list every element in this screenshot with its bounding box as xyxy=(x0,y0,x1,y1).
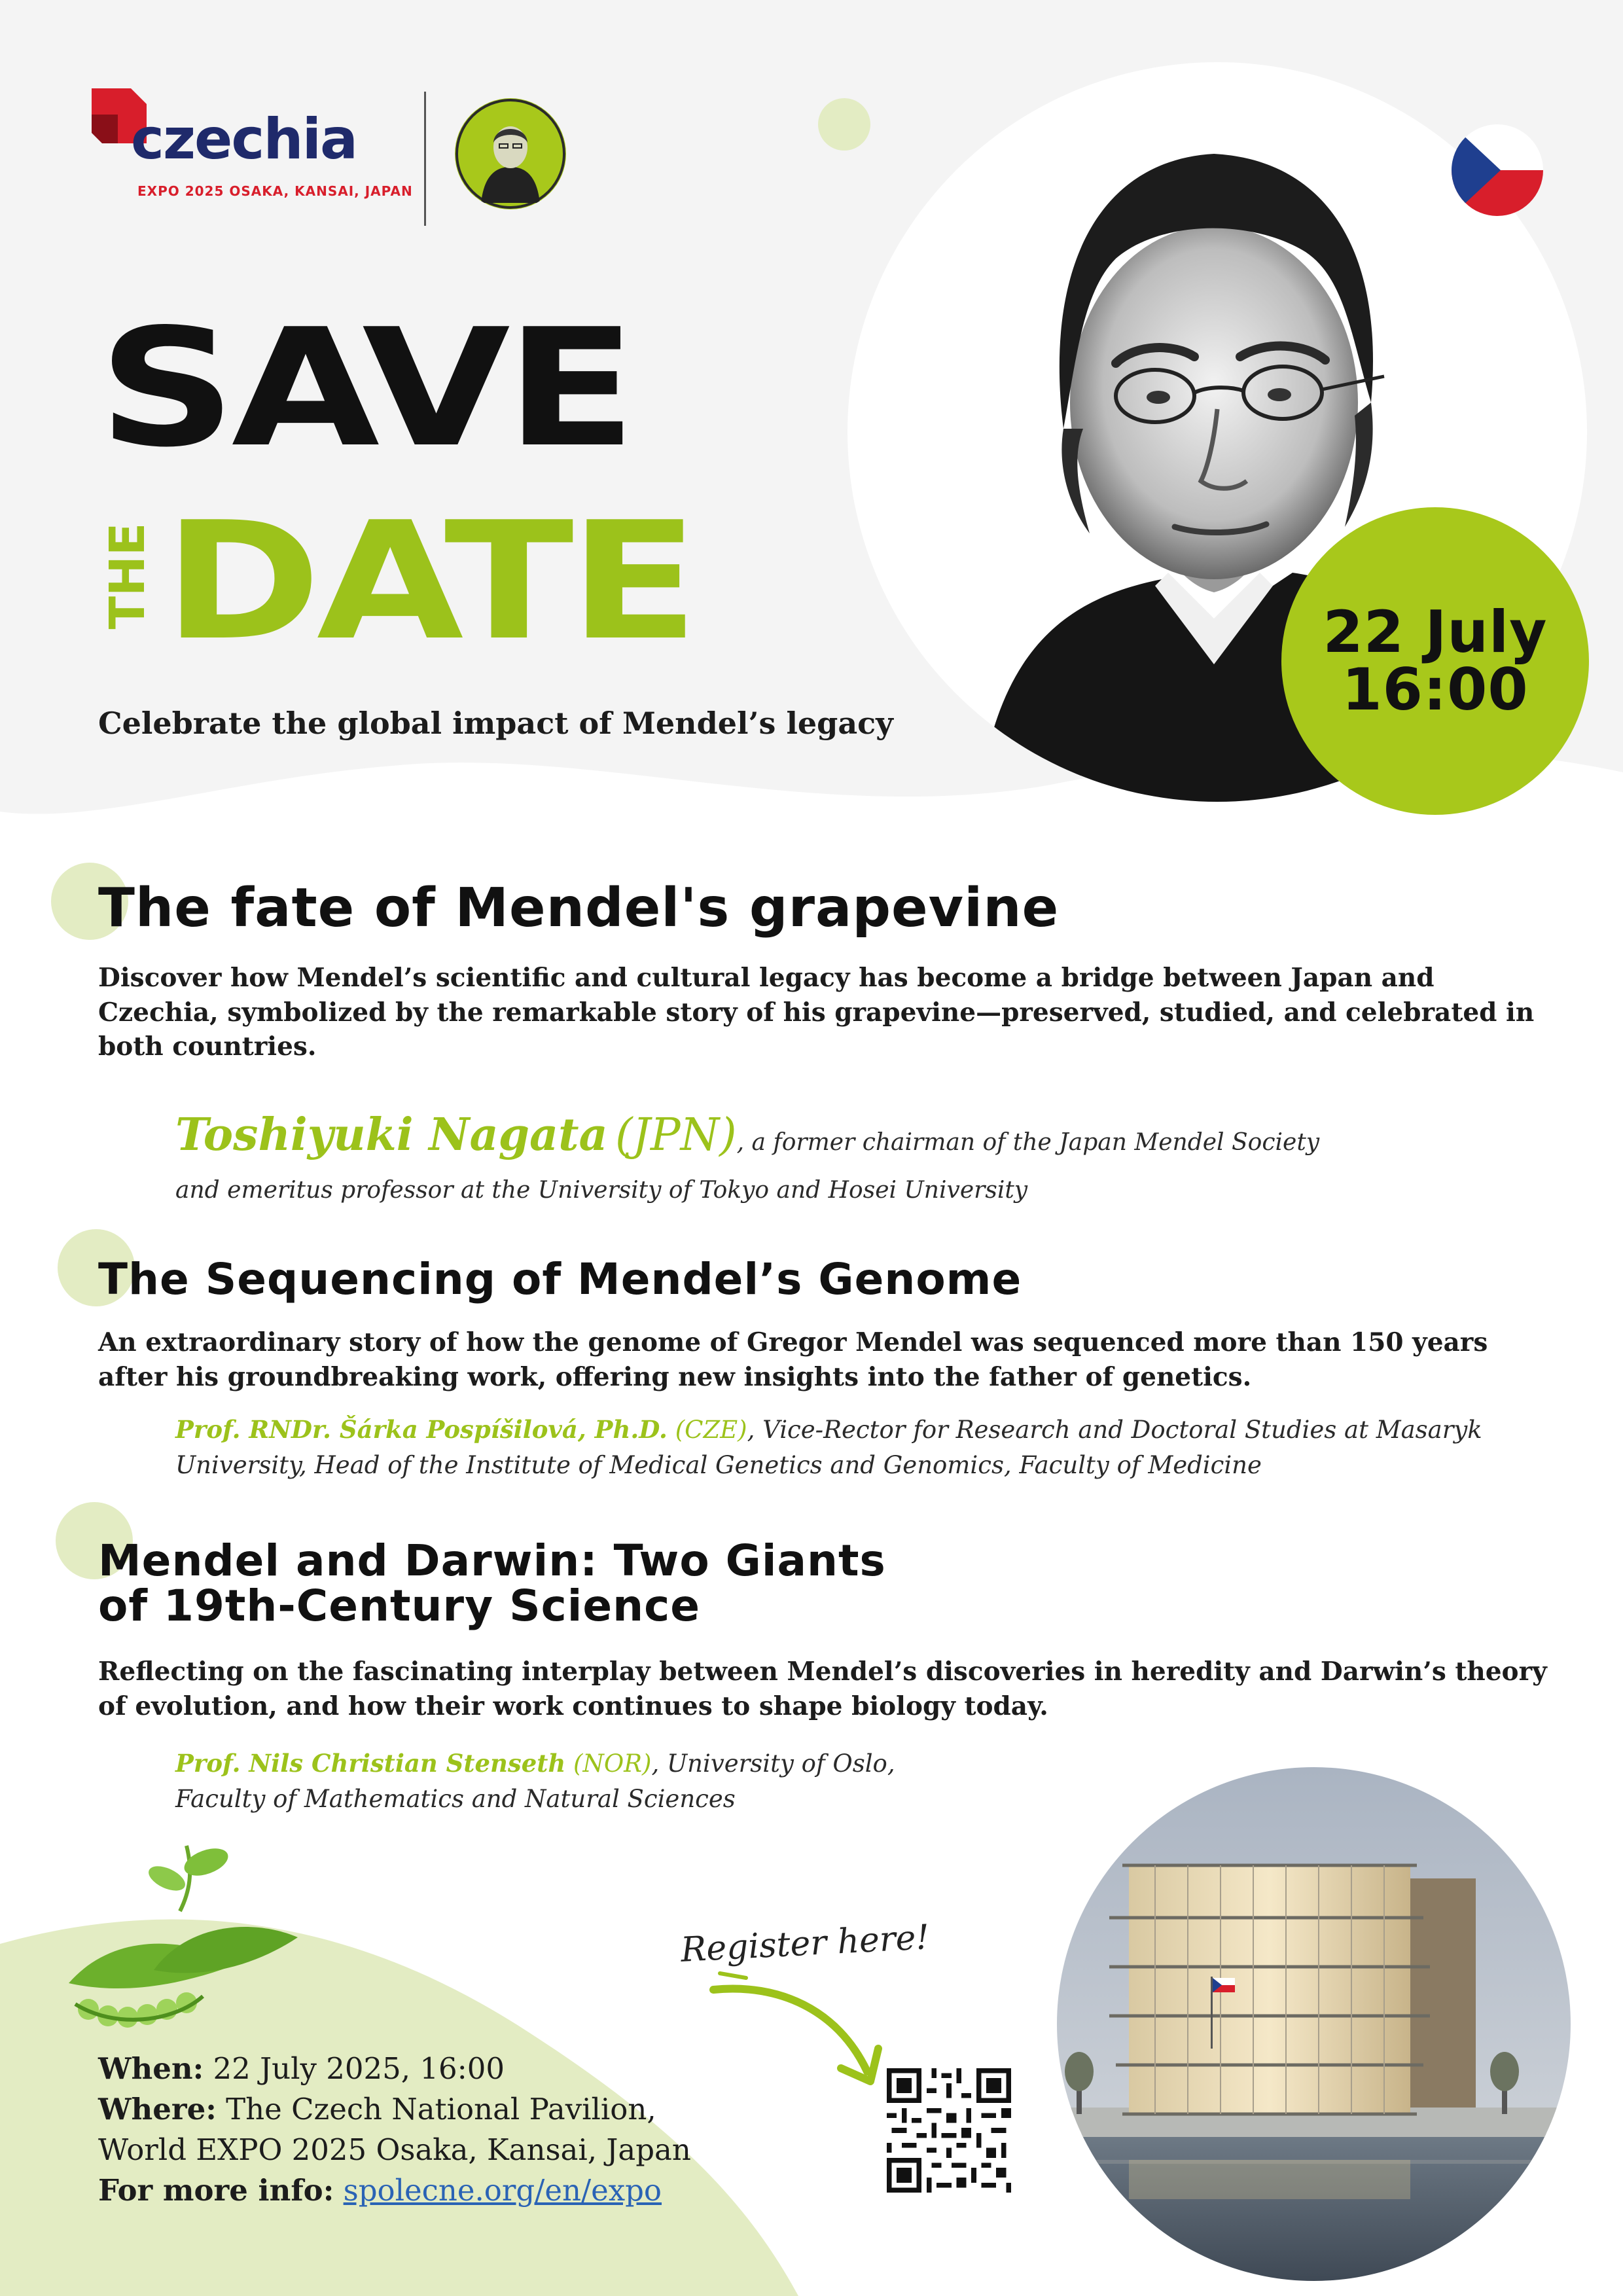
where-value-continued: World EXPO 2025 Osaka, Kansai, Japan xyxy=(98,2132,691,2168)
brand-subtitle: EXPO 2025 OSAKA, KANSAI, JAPAN xyxy=(137,183,413,199)
speaker xyxy=(175,1103,1550,1208)
brand-name: czechia xyxy=(131,107,357,172)
info-link[interactable]: spolecne.org/en/expo xyxy=(343,2173,662,2208)
speaker-role-continued: Faculty of Mathematics and Natural Sciences xyxy=(175,1784,736,1813)
speaker-role: , Vice-Rector for Research and Doctoral Studies at Masaryk xyxy=(747,1416,1482,1444)
register-label: Register here! xyxy=(679,1918,931,1970)
date-badge xyxy=(1281,507,1589,815)
tagline: Celebrate the global impact of Mendel’s legacy xyxy=(98,706,893,741)
arrow-icon xyxy=(707,1970,903,2101)
the-word xyxy=(95,511,160,641)
where-value: The Czech National Pavilion, xyxy=(216,2092,656,2127)
section-title-line: Mendel and Darwin: Two Giants xyxy=(98,1535,886,1586)
speaker-role-continued: and emeritus professor at the University of Tokyo and Hosei University xyxy=(175,1176,1028,1204)
speaker xyxy=(175,1412,1582,1482)
qr-code-icon[interactable] xyxy=(887,2068,1011,2193)
speaker-role-continued: University, Head of the Institute of Medical Genetics and Genomics, Faculty of Medicine xyxy=(175,1450,1262,1479)
mendel-badge-icon xyxy=(455,98,566,209)
speaker-role: , University of Oslo, xyxy=(651,1749,895,1778)
when-label: When: xyxy=(98,2051,204,2086)
section-description: Discover how Mendel’s scientific and cultural legacy has become a bridge between Japan and Czechia, symbolized by the remarkable story of his grapevine—preserved, studied, and celebrated in both countries. xyxy=(98,963,1535,1062)
section-description: An extraordinary story of how the genome of Gregor Mendel was sequenced more than 150 years after his groundbreaking work, offering new insights into the father of genetics. xyxy=(98,1327,1488,1392)
section-title xyxy=(98,1535,886,1632)
save-heading: SAVE xyxy=(98,295,632,483)
speaker-name: Toshiyuki Nagata xyxy=(175,1109,608,1161)
peas-icon xyxy=(56,1833,304,2029)
decorative-dot xyxy=(818,98,870,151)
where-label: Where: xyxy=(98,2092,217,2127)
event-info xyxy=(98,2049,691,2211)
speaker-country: (NOR) xyxy=(573,1749,652,1778)
date-badge-date: 22 July xyxy=(1323,598,1548,666)
date-badge-time: 16:00 xyxy=(1342,656,1529,723)
section-title: The Sequencing of Mendel’s Genome xyxy=(98,1254,1022,1304)
pavilion-image xyxy=(1057,1767,1571,2281)
svg-text:THE: THE xyxy=(99,522,156,630)
speaker-country: (JPN) xyxy=(615,1109,737,1161)
speaker-name: Prof. Nils Christian Stenseth xyxy=(175,1749,566,1778)
czech-flag-icon xyxy=(1452,124,1543,216)
section-title: The fate of Mendel's grapevine xyxy=(98,877,1060,939)
speaker xyxy=(175,1746,1026,1816)
speaker-country: (CZE) xyxy=(675,1416,747,1444)
when-value: 22 July 2025, 16:00 xyxy=(204,2051,505,2086)
info-label: For more info: xyxy=(98,2173,334,2208)
section-description: Reflecting on the fascinating interplay between Mendel’s discoveries in heredity and Darwin’s theory of evolution, and how their work continues to shape biology today. xyxy=(98,1657,1547,1721)
date-heading: DATE xyxy=(164,488,694,676)
logo-divider xyxy=(424,92,426,226)
speaker-role: , a former chairman of the Japan Mendel Society xyxy=(736,1129,1320,1156)
speaker-name: Prof. RNDr. Šárka Pospíšilová, Ph.D. xyxy=(175,1415,668,1444)
section-title-line: of 19th-Century Science xyxy=(98,1581,700,1632)
